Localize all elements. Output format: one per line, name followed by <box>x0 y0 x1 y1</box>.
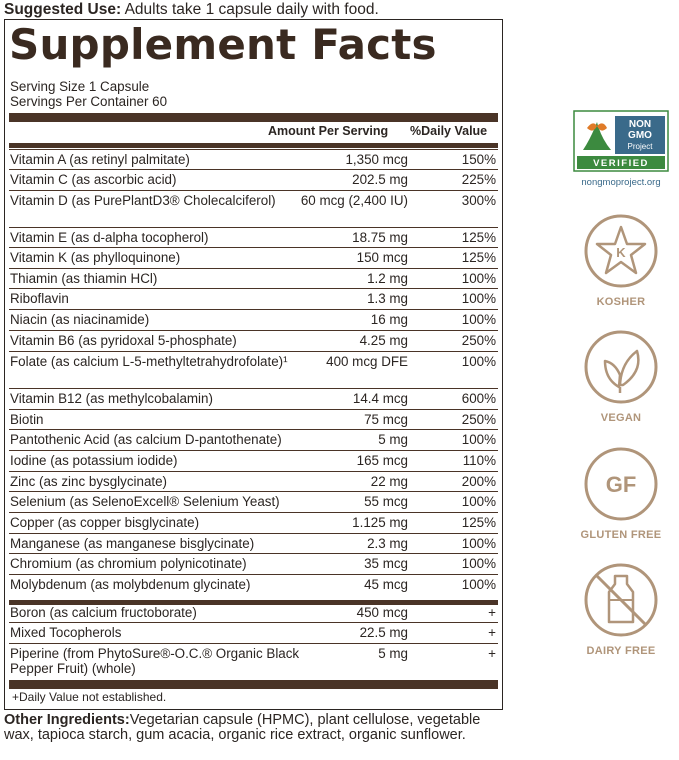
table-row <box>9 643 498 681</box>
nutrient-name: Biotin <box>10 412 44 427</box>
servings-per-container: Servings Per Container 60 <box>10 94 168 109</box>
nutrient-amount: 55 mcg <box>364 494 408 509</box>
nutrient-dv: + <box>488 605 496 620</box>
suggested-use-text: Adults take 1 capsule daily with food. <box>121 1 379 18</box>
nutrient-amount: 22 mg <box>370 474 408 489</box>
nutrient-amount: 5 mg <box>378 432 408 447</box>
nutrient-dv: 100% <box>461 556 496 571</box>
nutrient-dv: 100% <box>461 354 496 369</box>
nutrient-name: Vitamin B12 (as methylcobalamin) <box>10 391 213 406</box>
thick-rule-header <box>9 143 498 148</box>
nutrient-dv: 200% <box>461 474 496 489</box>
nutrient-name: Chromium (as chromium polynicotinate) <box>10 556 247 571</box>
nutrient-name: Molybdenum (as molybdenum glycinate) <box>10 577 251 592</box>
nutrient-amount: 1.2 mg <box>367 271 408 286</box>
nutrient-name: Folate (as calcium L-5-methyltetrahydrofolate)¹ <box>10 354 288 369</box>
table-row <box>9 600 498 622</box>
nutrient-name: Mixed Tocopherols <box>10 625 122 640</box>
table-row <box>9 512 498 533</box>
table-row <box>9 491 498 512</box>
gluten-free-icon <box>583 446 659 522</box>
other-ingredients-text: Vegetarian capsule (HPMC), plant cellulose, vegetable wax, tapioca starch, gum acacia, organic rice extract, organic sunflower. <box>4 712 481 743</box>
table-row <box>9 429 498 450</box>
nongmo-logo-icon <box>573 110 669 172</box>
nutrient-name: Niacin (as niacinamide) <box>10 312 150 327</box>
svg-text:GMO: GMO <box>628 130 652 141</box>
table-row <box>9 553 498 574</box>
nutrient-dv: 125% <box>461 250 496 265</box>
other-ingredients-label: Other Ingredients: <box>4 712 130 728</box>
nutrient-dv: 300% <box>461 193 496 208</box>
gluten-free-badge <box>566 446 676 541</box>
nutrient-name: Iodine (as potassium iodide) <box>10 453 178 468</box>
no-milk-bottle-icon <box>583 562 659 638</box>
nutrient-amount: 45 mcg <box>364 577 408 592</box>
nutrient-dv: 125% <box>461 230 496 245</box>
table-row <box>9 574 498 596</box>
nutrient-dv: 110% <box>462 453 496 468</box>
kosher-star-icon <box>583 213 659 289</box>
table-row <box>9 622 498 643</box>
table-row <box>9 471 498 491</box>
nutrient-name: Vitamin E (as d-alpha tocopherol) <box>10 230 209 245</box>
nutrient-amount: 18.75 mg <box>352 230 408 245</box>
nutrient-amount: 4.25 mg <box>359 333 408 348</box>
kosher-badge <box>566 213 676 308</box>
table-row <box>9 227 498 247</box>
nutrient-name: Boron (as calcium fructoborate) <box>10 605 197 620</box>
nutrient-dv: 100% <box>461 577 496 592</box>
nutrient-amount: 1.125 mg <box>352 515 408 530</box>
nutrient-dv: 100% <box>461 494 496 509</box>
nutrient-name: Copper (as copper bisglycinate) <box>10 515 200 530</box>
col-amount-header: Amount Per Serving <box>268 124 389 138</box>
leaf-icon <box>583 329 659 405</box>
svg-text:Project: Project <box>627 142 653 151</box>
footnote: +Daily Value not established. <box>12 690 167 704</box>
nutrient-amount: 450 mcg <box>356 605 408 620</box>
nutrient-dv: 150% <box>461 152 496 167</box>
nutrient-name: Thiamin (as thiamin HCl) <box>10 271 158 286</box>
nutrient-dv: 100% <box>461 432 496 447</box>
nutrient-dv: 600% <box>461 391 496 406</box>
table-row <box>9 247 498 268</box>
nutrient-name: Vitamin B6 (as pyridoxal 5-phosphate) <box>10 333 237 348</box>
nutrient-amount: 1.3 mg <box>367 291 408 306</box>
nutrient-name: Pantothenic Acid (as calcium D-pantothenate) <box>10 432 282 447</box>
nutrient-name: Vitamin A (as retinyl palmitate) <box>10 152 190 167</box>
nutrient-name: Vitamin D (as PurePlantD3® Cholecalciferol) <box>10 193 276 208</box>
nutrient-dv: + <box>488 646 496 661</box>
table-row <box>9 190 498 227</box>
nongmo-url: nongmoproject.org <box>581 177 661 188</box>
nutrient-amount: 150 mcg <box>356 250 408 265</box>
svg-text:GF: GF <box>605 472 637 497</box>
table-row <box>9 268 498 288</box>
nutrient-amount: 1,350 mcg <box>345 152 408 167</box>
nutrient-dv: 100% <box>461 291 496 306</box>
table-row <box>9 388 498 409</box>
table-row <box>9 409 498 429</box>
nutrient-dv: 125% <box>461 515 496 530</box>
nutrient-name: Riboflavin <box>10 291 69 306</box>
panel-title: Supplement Facts <box>9 20 437 69</box>
nutrient-dv: 100% <box>461 536 496 551</box>
table-row <box>9 309 498 330</box>
table-row <box>9 330 498 351</box>
nutrient-dv: 100% <box>461 271 496 286</box>
nutrient-amount: 5 mg <box>378 646 408 661</box>
nutrient-amount: 14.4 mcg <box>352 391 408 406</box>
table-row <box>9 351 498 388</box>
nutrient-amount: 16 mg <box>370 312 408 327</box>
svg-text:VERIFIED: VERIFIED <box>593 158 649 169</box>
nutrient-amount: 60 mcg (2,400 IU) <box>300 193 408 208</box>
svg-text:NON: NON <box>628 119 652 130</box>
nutrient-amount: 75 mcg <box>364 412 408 427</box>
dairy-free-badge <box>566 562 676 657</box>
thick-rule-bottom <box>9 680 498 689</box>
nutrient-name: Zinc (as zinc bysglycinate) <box>10 474 168 489</box>
nutrient-name: Piperine (from PhytoSure®-O.C.® Organic Black Pepper Fruit) (whole) <box>10 646 300 676</box>
nutrient-dv: + <box>488 625 496 640</box>
nutrient-amount: 2.3 mg <box>367 536 408 551</box>
kosher-label: KOSHER <box>596 296 646 308</box>
nutrient-dv: 250% <box>461 412 496 427</box>
table-row <box>9 169 498 189</box>
vegan-label: VEGAN <box>600 412 642 424</box>
nutrient-amount: 165 mcg <box>356 453 408 468</box>
nutrient-amount: 22.5 mg <box>359 625 408 640</box>
suggested-use-label: Suggested Use: <box>4 1 122 18</box>
dairy-free-label: DAIRY FREE <box>586 645 656 657</box>
nutrient-name: Selenium (as SelenoExcell® Selenium Yeast) <box>10 494 280 509</box>
table-row <box>9 450 498 471</box>
table-row <box>9 288 498 309</box>
serving-size: Serving Size 1 Capsule <box>10 79 150 94</box>
nutrient-amount: 202.5 mg <box>352 172 408 187</box>
nutrient-name: Manganese (as manganese bisglycinate) <box>10 536 255 551</box>
col-dv-header: %Daily Value <box>410 124 488 138</box>
vegan-badge <box>566 329 676 424</box>
nongmo-badge <box>566 110 676 188</box>
nutrient-dv: 225% <box>461 172 496 187</box>
table-row <box>9 149 498 169</box>
thick-rule-top <box>9 113 498 122</box>
table-row <box>9 533 498 553</box>
nutrient-amount: 35 mcg <box>364 556 408 571</box>
suggested-use <box>4 1 379 19</box>
other-ingredients <box>4 713 509 743</box>
nutrient-amount: 400 mcg DFE <box>326 354 408 369</box>
nutrient-dv: 250% <box>461 333 496 348</box>
nutrient-name: Vitamin K (as phylloquinone) <box>10 250 181 265</box>
nutrient-dv: 100% <box>461 312 496 327</box>
gluten-free-label: GLUTEN FREE <box>580 529 662 541</box>
svg-text:K: K <box>616 245 626 260</box>
nutrient-name: Vitamin C (as ascorbic acid) <box>10 172 177 187</box>
